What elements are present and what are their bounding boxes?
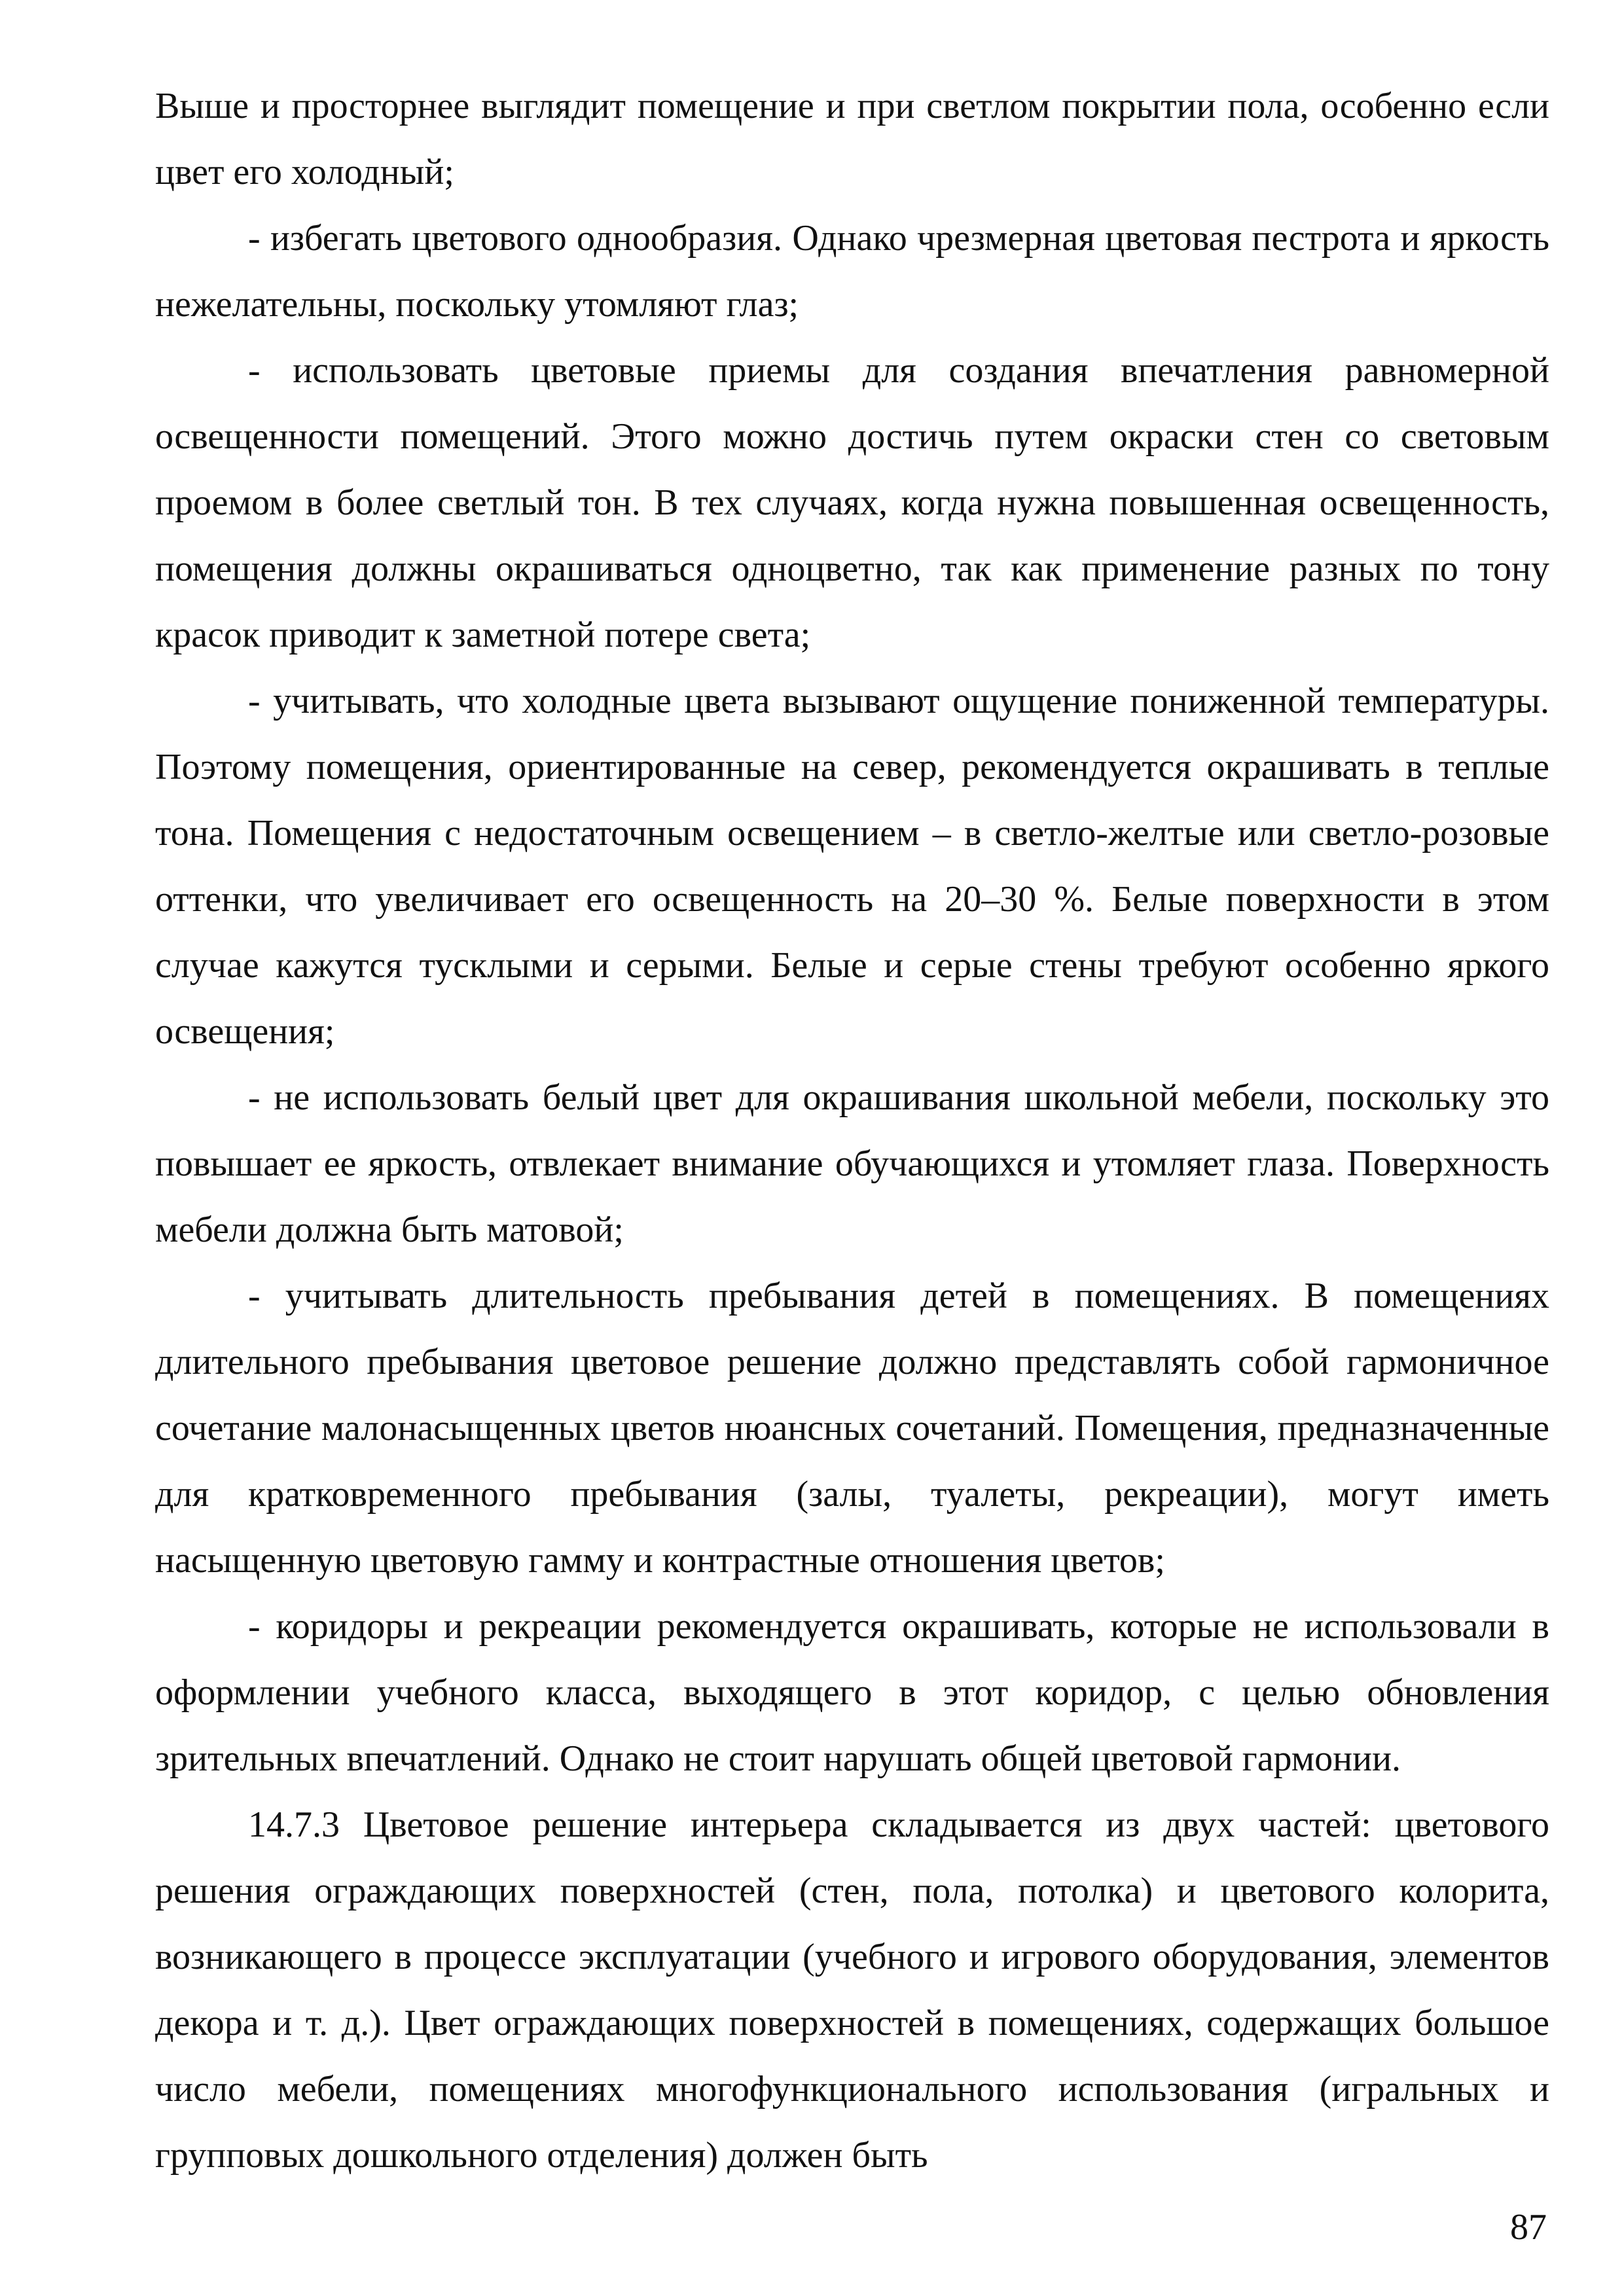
paragraph-list-item: - не использовать белый цвет для окрашивания школьной мебели, поскольку это повышает ее яркость, отвлекает внимание обучающихся и утомляет глаза. Поверхность мебели должна быть матовой;: [155, 1077, 1549, 1250]
paragraph-list-item: - коридоры и рекреации рекомендуется окрашивать, которые не использовали в оформлении учебного класса, выходящего в этот коридор, с целью обновления зрительных впечатлений. Однако не стоит нарушать общей цветовой гармонии.: [155, 1606, 1549, 1779]
paragraph-section-14-7-3: 14.7.3 Цветовое решение интерьера складывается из двух частей: цветового решения ограждающих поверхностей (стен, пола, потолка) и цветового колорита, возникающего в процессе эксплуатации (учебного и игрового оборудования, элементов декора и т. д.). Цвет ограждающих поверхностей в помещениях, содержащих большое число мебели, помещениях многофункционального использования (игральных и групповых дошкольного отделения) должен быть: [155, 1804, 1549, 2176]
paragraph-list-item: - избегать цветового однообразия. Однако чрезмерная цветовая пестрота и яркость нежелательны, поскольку утомляют глаз;: [155, 218, 1549, 325]
paragraph-list-item: - использовать цветовые приемы для создания впечатления равномерной освещенности помещений. Этого можно достичь путем окраски стен со световым проемом в более светлый тон. В тех случаях, когда нужна повышенная освещенность, помещения должны окрашиваться одноцветно, так как применение разных по тону красок приводит к заметной потере света;: [155, 350, 1549, 655]
paragraph-continuation: Выше и просторнее выглядит помещение и при светлом покрытии пола, особенно если цвет его холодный;: [155, 86, 1549, 192]
document-body: [155, 73, 1549, 2189]
paragraph-list-item: - учитывать, что холодные цвета вызывают ощущение пониженной температуры. Поэтому помещения, ориентированные на север, рекомендуется окрашивать в теплые тона. Помещения с недостаточным освещением – в светло-желтые или светло-розовые оттенки, что увеличивает его освещенность на 20–30 %. Белые поверхности в этом случае кажутся тусклыми и серыми. Белые и серые стены требуют особенно яркого освещения;: [155, 681, 1549, 1052]
page-number: 87: [1510, 2207, 1547, 2248]
paragraph-list-item: - учитывать длительность пребывания детей в помещениях. В помещениях длительного пребывания цветовое решение должно представлять собой гармоничное сочетание малонасыщенных цветов нюансных сочетаний. Помещения, предназначенные для кратковременного пребывания (залы, туалеты, рекреации), могут иметь насыщенную цветовую гамму и контрастные отношения цветов;: [155, 1276, 1549, 1581]
